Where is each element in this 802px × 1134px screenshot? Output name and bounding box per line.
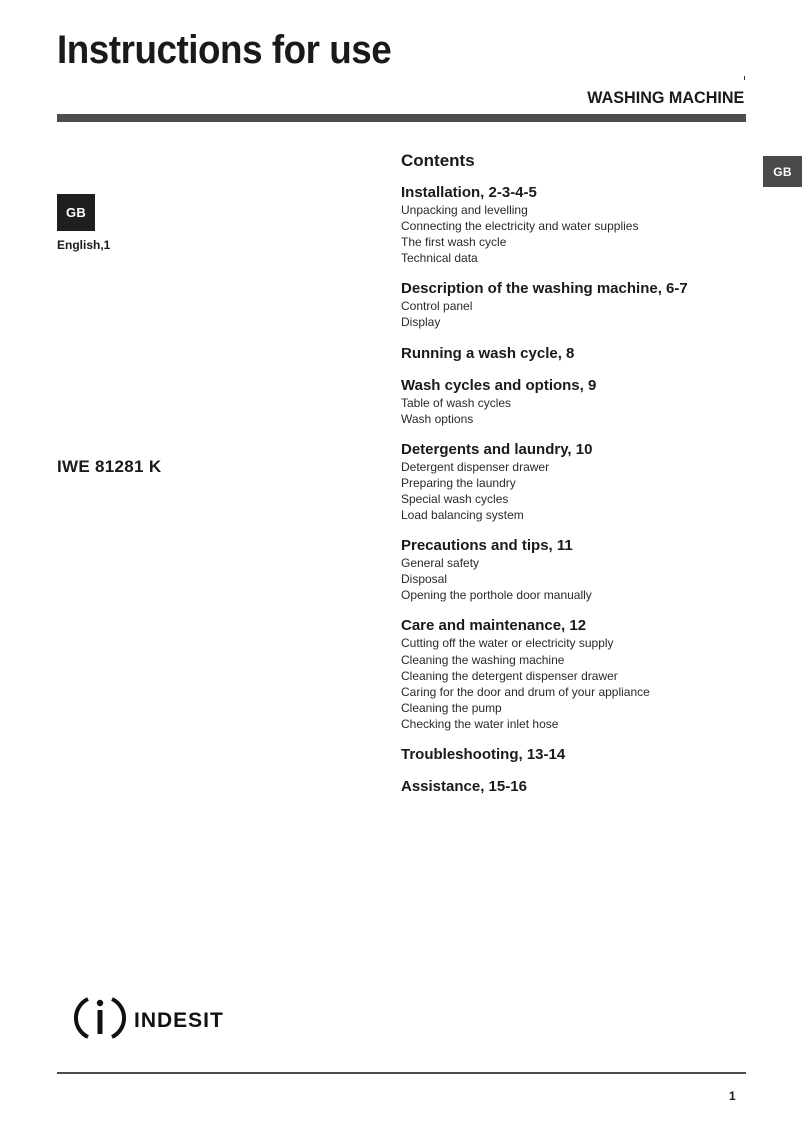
toc-item: Table of wash cycles [401, 395, 512, 410]
toc-item: Cleaning the washing machine [401, 652, 565, 667]
toc-item: Checking the water inlet hose [401, 716, 559, 731]
brand-logo [74, 994, 224, 1042]
toc-item: Disposal [401, 572, 448, 587]
toc-item: Caring for the door and drum of your appliance [401, 684, 650, 699]
toc-item: Connecting the electricity and water supplies [401, 219, 639, 234]
language-code-badge [57, 194, 95, 231]
toc-section-heading: Troubleshooting, 13-14 [401, 745, 566, 763]
toc-item: Unpacking and levelling [401, 203, 528, 217]
toc-item: Wash options [401, 411, 474, 426]
toc-section [401, 617, 761, 732]
toc-item: Detergent dispenser drawer [401, 459, 550, 474]
toc-section [401, 778, 761, 796]
toc-section-heading: Description of the washing machine, 6-7 [401, 280, 688, 298]
toc-item: Technical data [401, 251, 478, 266]
toc-item: Load balancing system [401, 508, 524, 523]
toc-item: Cleaning the pump [401, 700, 502, 715]
toc-section-heading: Care and maintenance, 12 [401, 617, 587, 635]
toc-item: Control panel [401, 299, 473, 314]
document-title: Instructions for use [57, 28, 392, 72]
toc-section-heading: Precautions and tips, 11 [401, 537, 573, 555]
indesit-i-logo-icon [74, 994, 126, 1042]
toc-section [401, 280, 761, 330]
language-side-tab [763, 156, 802, 187]
brand-name: indesit [134, 1001, 224, 1034]
toc-item: Cleaning the detergent dispenser drawer [401, 668, 618, 683]
toc-section-heading: Wash cycles and options, 9 [401, 376, 597, 394]
table-of-contents [401, 150, 761, 810]
page-number: 1 [729, 1089, 736, 1103]
toc-section [401, 441, 761, 523]
toc-section [401, 184, 761, 266]
model-number: IWE 81281 K [57, 457, 162, 476]
toc-item: Special wash cycles [401, 491, 509, 506]
toc-section-heading: Assistance, 15-16 [401, 777, 527, 795]
toc-item: Cutting off the water or electricity supply [401, 636, 614, 651]
toc-section [401, 345, 761, 363]
crop-tick-mark [744, 76, 745, 80]
language-tab-text: GB [773, 164, 792, 179]
toc-section [401, 746, 761, 764]
toc-section [401, 377, 761, 427]
toc-section-heading: Detergents and laundry, 10 [401, 440, 593, 458]
toc-item: General safety [401, 556, 480, 571]
toc-section-heading: Installation, 2-3-4-5 [401, 184, 537, 201]
toc-item: Preparing the laundry [401, 475, 516, 490]
language-code-text: GB [65, 205, 87, 220]
toc-item: The first wash cycle [401, 235, 507, 250]
header-divider-bar [57, 114, 746, 122]
toc-section-heading: Running a wash cycle, 8 [401, 344, 575, 362]
document-subtitle: WASHING MACHINE [586, 88, 744, 107]
toc-item: Opening the porthole door manually [401, 588, 592, 603]
contents-title: Contents [401, 151, 475, 170]
language-label: English,1 [57, 238, 111, 252]
toc-section [401, 537, 761, 603]
toc-section-list [401, 184, 761, 796]
toc-item: Display [401, 315, 441, 330]
footer-divider [57, 1072, 746, 1074]
